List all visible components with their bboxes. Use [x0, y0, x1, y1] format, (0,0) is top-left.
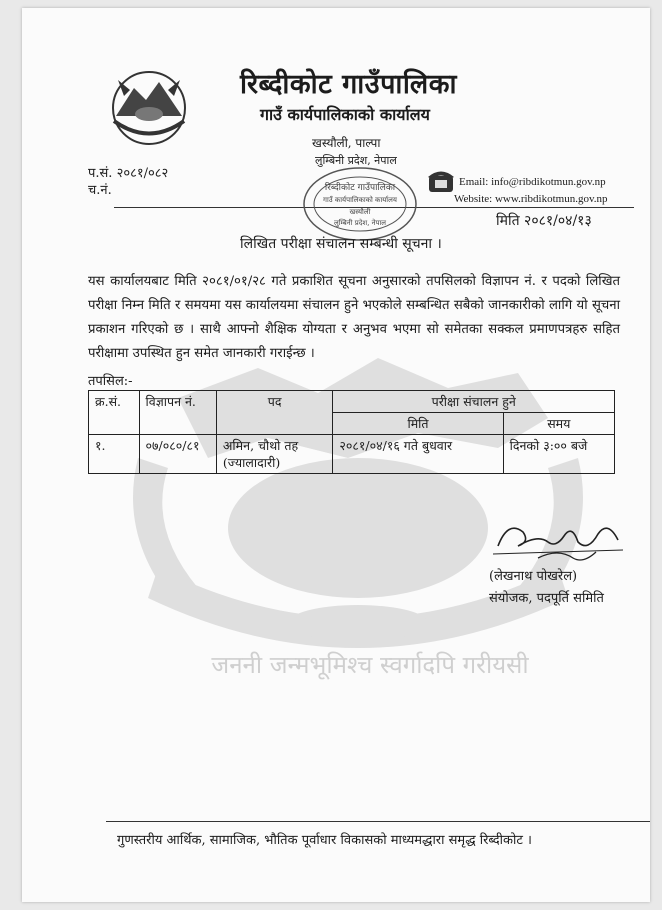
government-emblem [104, 66, 194, 148]
address-line-1: खस्यौली, पाल्पा [312, 136, 381, 150]
notice-body: यस कार्यालयबाट मिति २०८१/०१/२८ गते प्रकाशित सूचना अनुसारको तपसिलको विज्ञापन नं. र पदको लिखित परीक्षा निम्न मिति र समयमा यस कार्यालयमा संचालन हुने भएकोले सम्बन्धित सबैको जानकारीको लागि यो सूचना प्रकाशन गरिएको छ । साथै आफ्नो शैक्षिक योग्यता र अनुभव भएमा सो समेतका सक्कल प्रमाणपत्रहरु सहित परीक्षामा उपस्थित हुन समेत जानकारी गराईन्छ । [88, 274, 620, 361]
address-line-2: लुम्बिनी प्रदेश, नेपाल [315, 154, 397, 167]
exam-schedule-table [88, 390, 615, 474]
details-label: तपसिल:- [88, 374, 133, 389]
svg-text:रिब्दीकोट गाउँपालिका: रिब्दीकोट गाउँपालिका [324, 183, 396, 193]
watermark-motto [190, 628, 550, 698]
table-row [89, 435, 615, 474]
header-post: पद [216, 391, 333, 435]
cell-post: अमिन, चौथो तह (ज्यालादारी) [216, 435, 333, 474]
header-ad-no: विज्ञापन नं. [139, 391, 216, 435]
footer-slogan: गुणस्तरीय आर्थिक, सामाजिक, भौतिक पूर्वाधार विकासको माध्यमद्धारा समृद्ध रिब्दीकोट । [117, 833, 532, 848]
reference-number: प.सं. २०८१/०८२ [88, 166, 169, 181]
header-exam: परीक्षा संचालन हुने [333, 391, 615, 413]
cell-date: २०८१/०४/१६ गते बुधवार [333, 435, 503, 474]
header-date: मिति [333, 413, 503, 435]
signature-image [478, 512, 628, 568]
dispatch-number: च.नं. [88, 183, 112, 198]
cell-ad-no: ०७/०८०/८१ [139, 435, 216, 474]
signatory-name: (लेखनाथ पोखरेल) [489, 569, 578, 584]
svg-text:लुम्बिनी प्रदेश, नेपाल: लुम्बिनी प्रदेश, नेपाल [333, 219, 387, 227]
notice-subject: लिखित परीक्षा संचालन सम्बन्धी सूचना । [240, 236, 442, 252]
cell-time: दिनको ३:०० बजे [503, 435, 614, 474]
letter-page [22, 8, 650, 902]
email-address: Email: info@ribdikotmun.gov.np [459, 176, 606, 188]
cell-sn: १. [89, 435, 140, 474]
letter-date: मिति २०८१/०४/१३ [496, 213, 592, 229]
office-name: गाउँ कार्यपालिकाको कार्यालय [260, 105, 430, 124]
website-address: Website: www.ribdikotmun.gov.np [454, 193, 608, 205]
table-header-row [89, 391, 615, 413]
header-sn: क्र.सं. [89, 391, 140, 435]
municipality-name: रिब्दीकोट गाउँपालिका [240, 69, 457, 100]
header-time: समय [503, 413, 614, 435]
footer-divider [106, 821, 650, 822]
svg-text:गाउँ कार्यपालिकाको कार्यालय: गाउँ कार्यपालिकाको कार्यालय [323, 196, 397, 204]
telephone-icon [426, 168, 456, 194]
signatory-title: संयोजक, पदपूर्ति समिति [489, 591, 604, 606]
svg-text:जननी जन्मभूमिश्च स्वर्गादपि गर: जननी जन्मभूमिश्च स्वर्गादपि गरीयसी [211, 651, 529, 679]
office-stamp [300, 164, 420, 244]
svg-text:खस्यौली: खस्यौली [349, 208, 371, 216]
